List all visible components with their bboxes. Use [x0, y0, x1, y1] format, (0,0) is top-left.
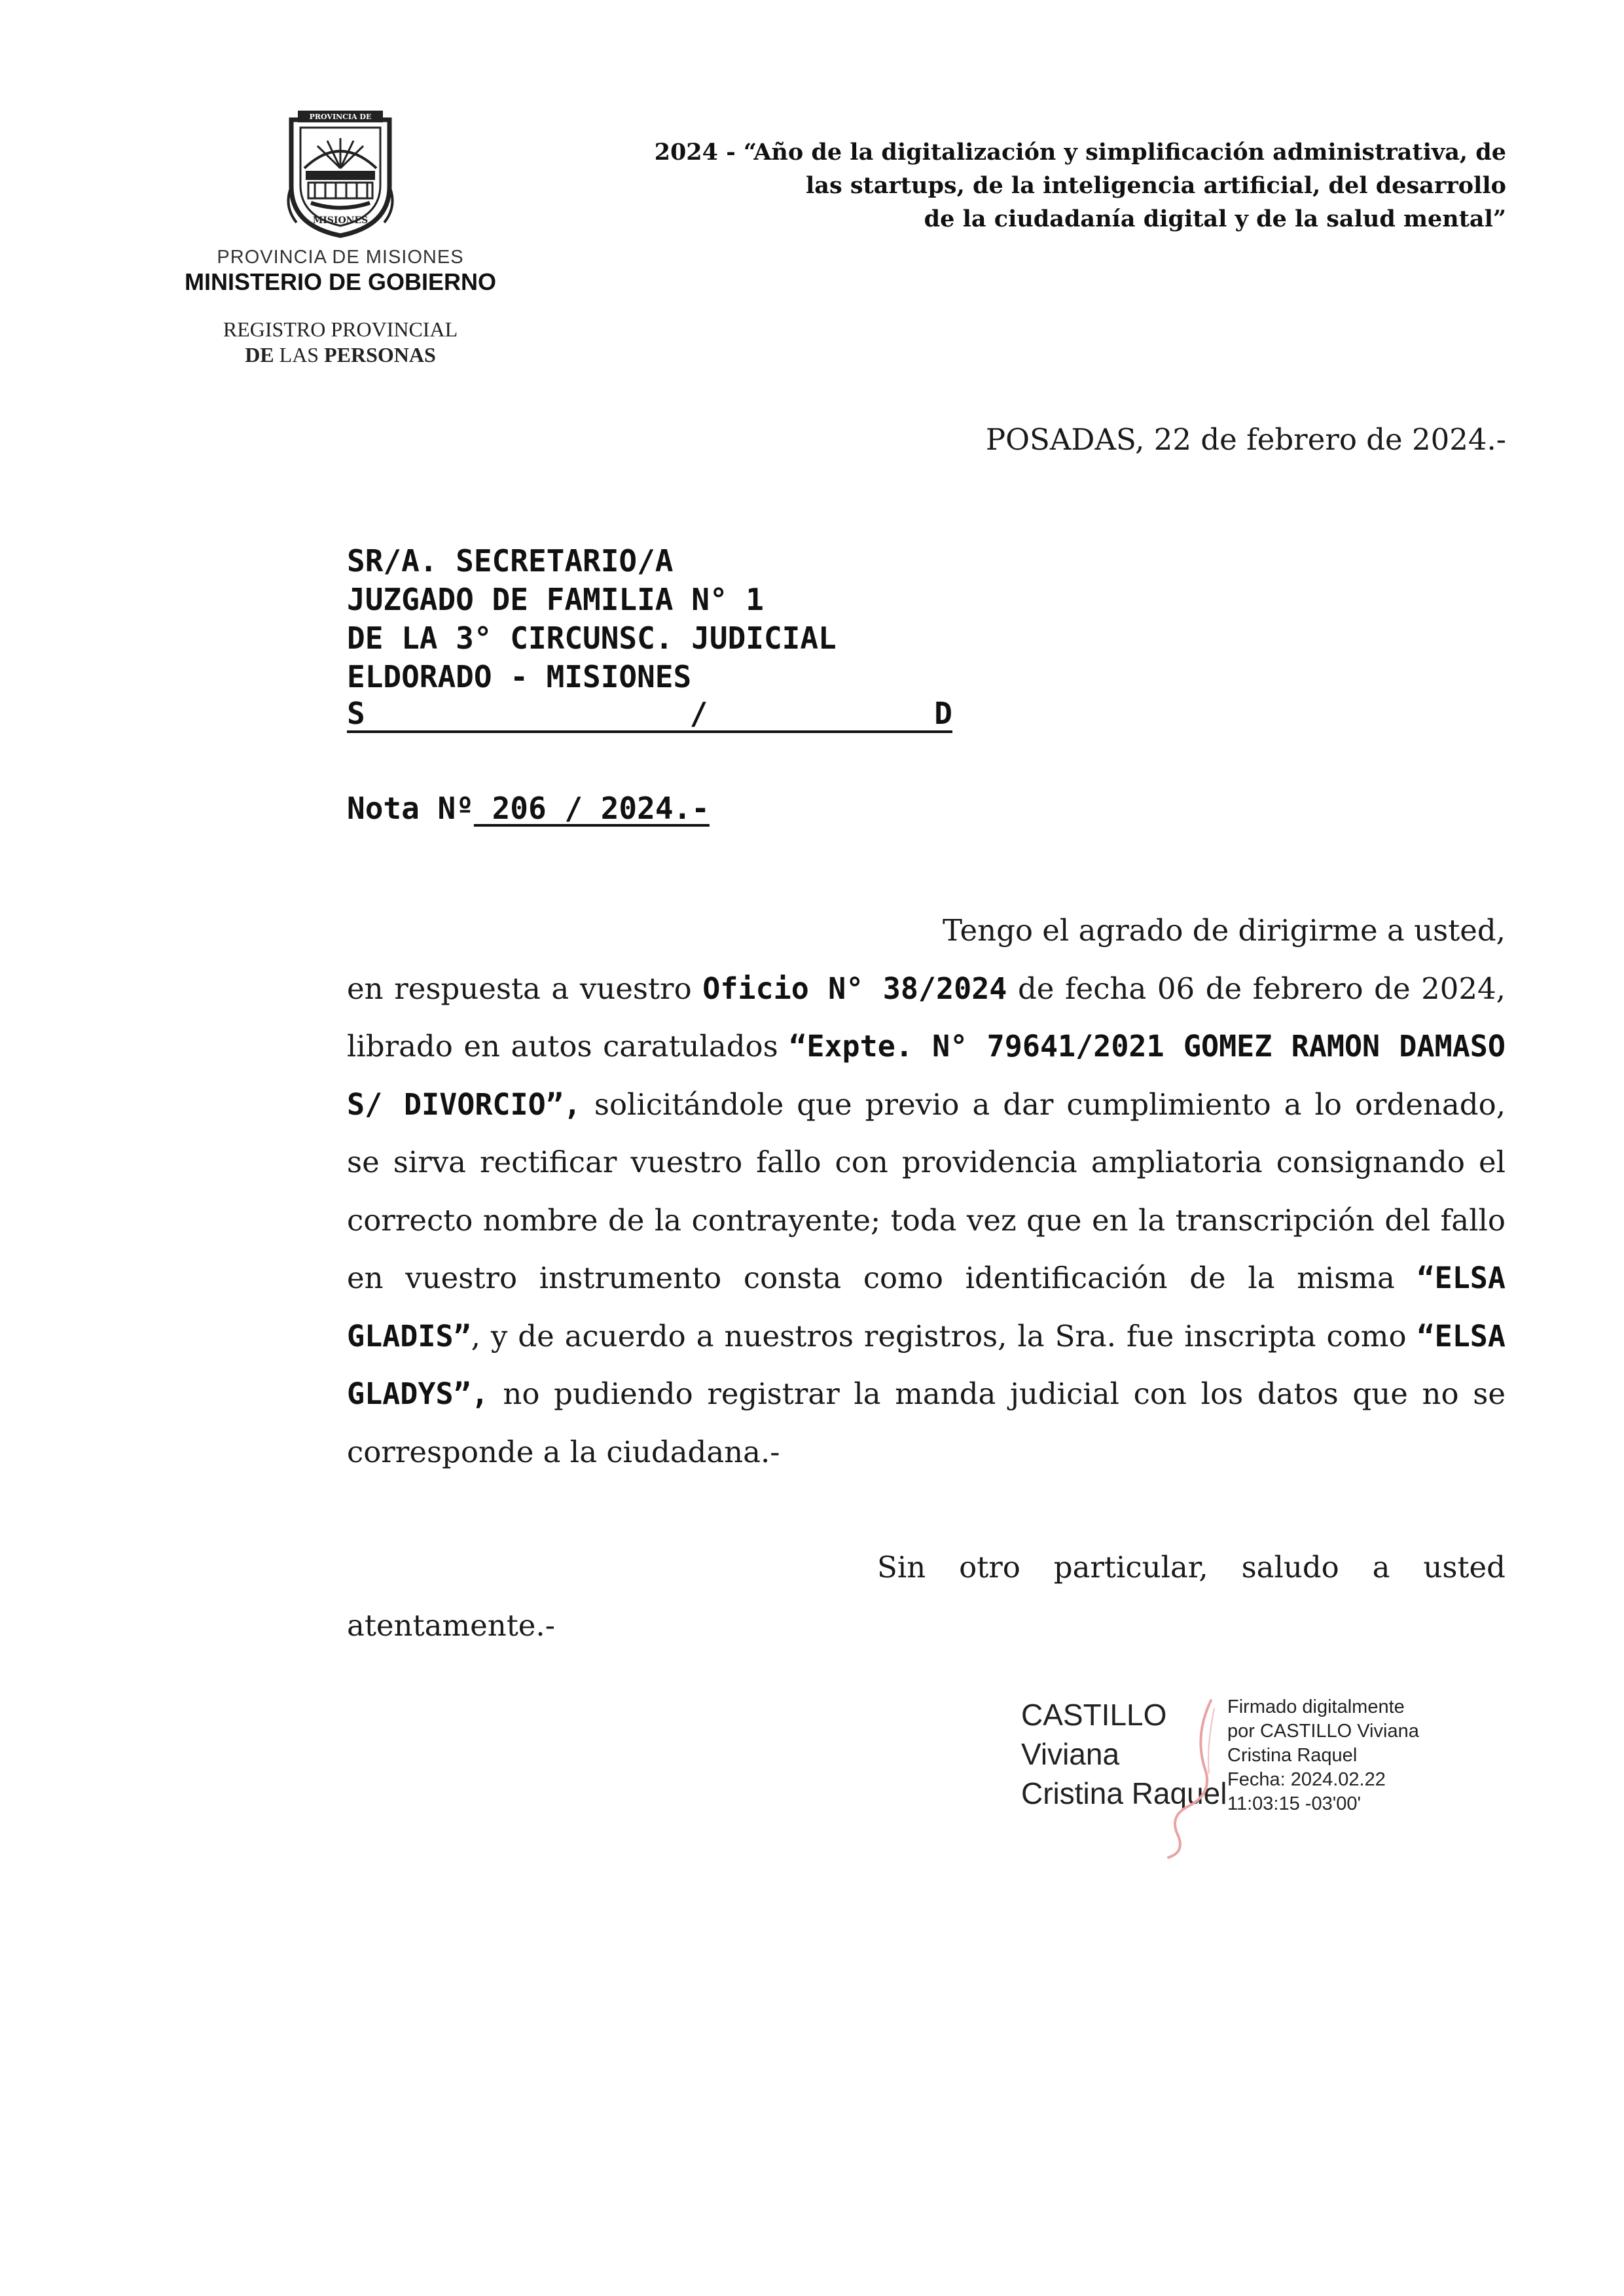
addressee-line: DE LA 3° CIRCUNSC. JUDICIAL: [347, 620, 837, 656]
letter-date: POSADAS, 22 de febrero de 2024.-: [985, 422, 1506, 457]
province-seal-icon: [278, 108, 403, 239]
ministry-name: MINISTERIO DE GOBIERNO: [184, 268, 497, 295]
signer-name: CASTILLO Viviana Cristina Raquel: [1021, 1698, 1227, 1810]
addressee-line: SR/A. SECRETARIO/A: [347, 543, 674, 579]
addressee-block: [347, 542, 952, 733]
signature-stamp: Firmado digitalmente por CASTILLO Viviana Cristina Raquel Fecha: 2024.02.22 11:03:15 -03'00': [1227, 1696, 1419, 1814]
closing-end: atentamente.-: [347, 1607, 555, 1643]
addressee-line: ELDORADO - MISIONES: [347, 659, 692, 694]
letter-closing: [347, 1539, 1506, 1655]
letterhead-logo: [177, 108, 504, 295]
digital-signature: [1021, 1695, 1545, 1852]
svg-text:PROVINCIA DE: PROVINCIA DE: [309, 113, 372, 121]
registry-line2: DE LAS PERSONAS: [245, 343, 436, 367]
province-name: PROVINCIA DE MISIONES: [217, 247, 464, 268]
svg-text:MISIONES: MISIONES: [312, 215, 369, 226]
motto-line: de la ciudadanía digital y de la salud mental”: [924, 205, 1506, 232]
registry-name: [177, 317, 504, 368]
su-despacho-line: S / D: [347, 696, 952, 733]
addressee-line: JUZGADO DE FAMILIA N° 1: [347, 582, 764, 617]
closing-line: Sin otro particular, saludo a usted: [877, 1550, 1506, 1585]
letter-body: Tengo el agrado de dirigirme a usted, en respuesta a vuestro Oficio N° 38/2024 de fecha 06 de febrero de 2024, librado en autos caratulados “Expte. N° 79641/2021 GOMEZ RAMON DAMASO S/ DIVORCIO”, solicitándole que previo a dar cumplimiento a lo ordenado, se sirva rectificar vuestro fallo con providencia ampliatoria consignando el correcto nombre de la contrayente; toda vez que en la transcripción del fallo en vuestro instrumento consta como identificación de la misma “ELSA GLADIS”, y de acuerdo a nuestros registros, la Sra. fue inscripta como “ELSA GLADYS”, no pudiendo registrar la manda judicial con los datos que no se corresponde a la ciudadana.-: [347, 902, 1506, 1481]
official-motto: [524, 136, 1506, 236]
note-number: Nota Nº 206 / 2024.-: [347, 791, 710, 826]
signature-flourish-icon: [1149, 1695, 1227, 1859]
motto-line: las startups, de la inteligencia artificial, del desarrollo: [805, 171, 1506, 199]
registry-line1: REGISTRO PROVINCIAL: [223, 317, 458, 341]
motto-line: 2024 - “Año de la digitalización y simplificación administrativa, de: [654, 139, 1506, 166]
opening-line: Tengo el agrado de dirigirme a usted,: [942, 913, 1506, 948]
